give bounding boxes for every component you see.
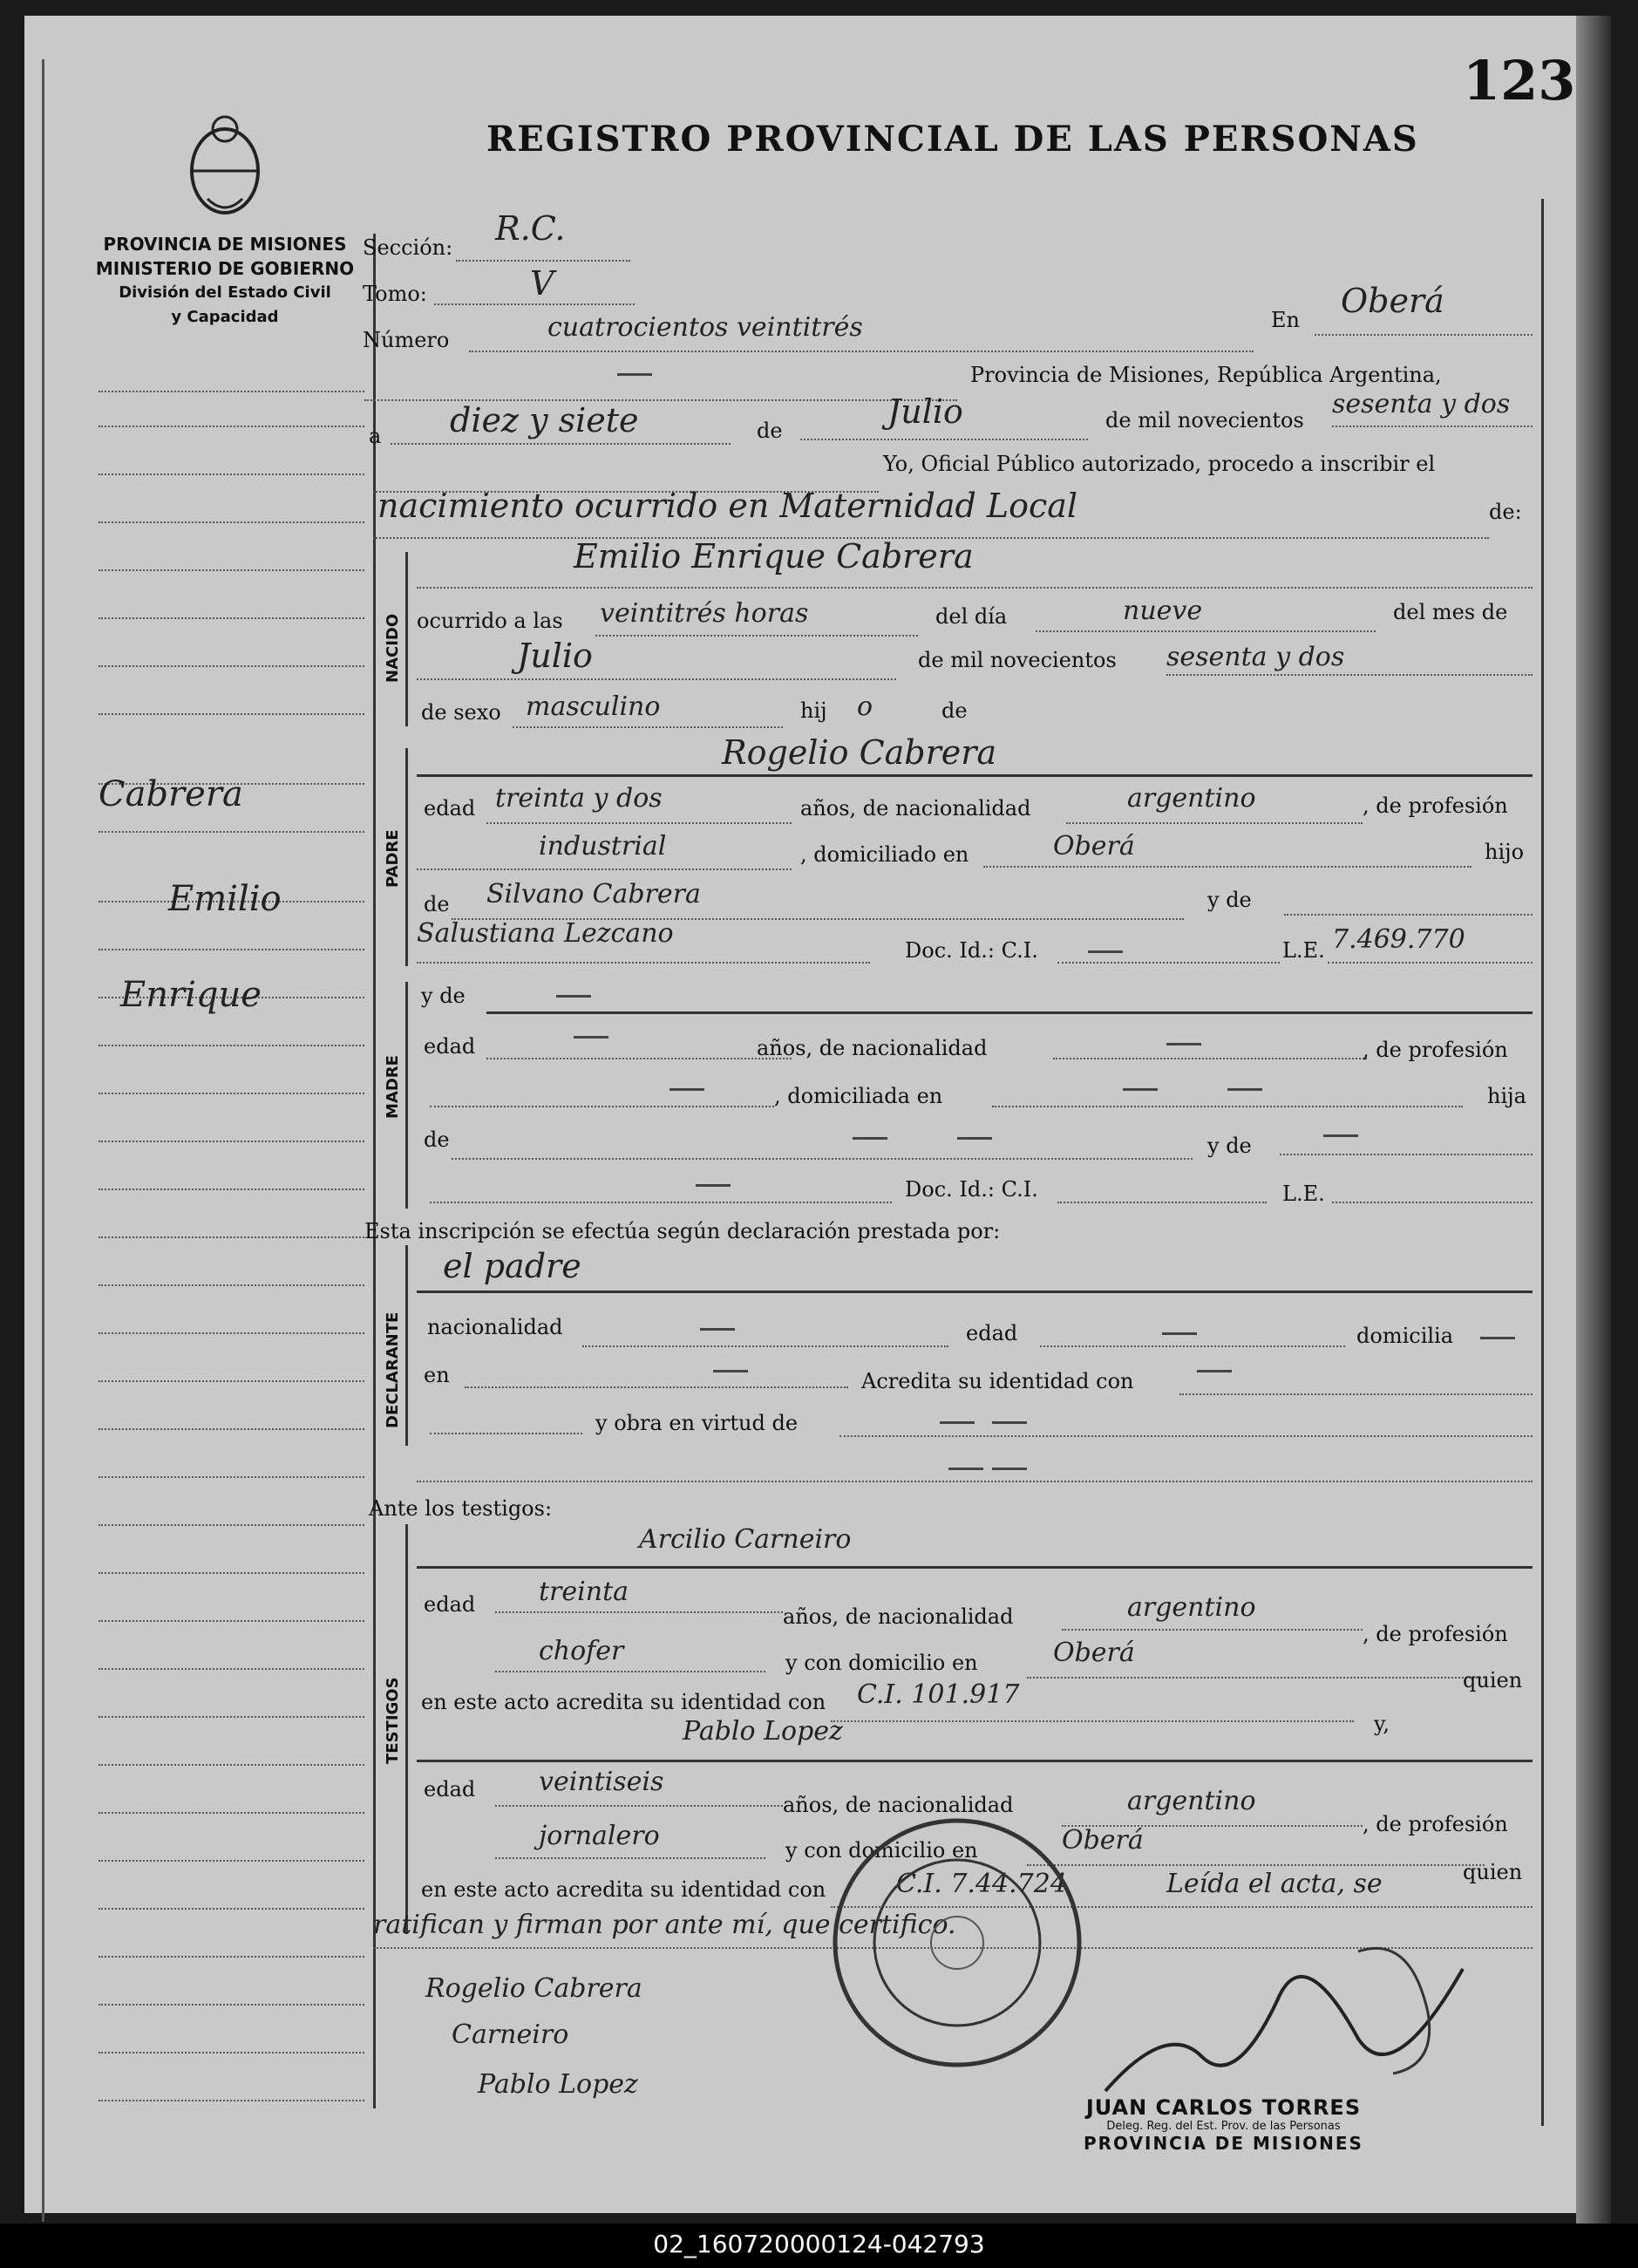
declarante-section: DECLARANTE (384, 1311, 402, 1428)
declarante-obra-line (839, 1435, 1533, 1437)
right-border (1541, 199, 1544, 2126)
padre-le-label: L.E. (1282, 938, 1325, 963)
madre-doc-label: Doc. Id.: C.I. (905, 1177, 1038, 1202)
blank-dash (1323, 1134, 1358, 1137)
testigo1-name-line (417, 1566, 1533, 1569)
margin-line (99, 1284, 364, 1286)
t2-quien-label: quien (1463, 1860, 1523, 1884)
hijo-label: hijo (1485, 840, 1525, 864)
t2-prof-line (495, 1857, 765, 1859)
blank-dash (1088, 950, 1123, 953)
declarante-name: el padre (443, 1247, 581, 1285)
margin-divider (373, 234, 376, 2108)
provincia-text: Provincia de Misiones, República Argentina, (970, 363, 1442, 387)
blank-dash (1123, 1088, 1158, 1091)
t2-dom-line (1027, 1864, 1485, 1866)
de-label: de (757, 419, 783, 443)
margin-line (99, 391, 364, 392)
tomo-value: V (530, 264, 554, 303)
mes-nacido-value: Julio (517, 637, 593, 675)
margin-line (99, 831, 364, 833)
margin-line (99, 521, 364, 523)
blank-dash (556, 995, 591, 998)
padre-profesion: industrial (539, 831, 667, 862)
testigos-section: TESTIGOS (384, 1677, 402, 1764)
madre-section: MADRE (384, 1055, 402, 1119)
blank-dash (713, 1370, 748, 1372)
declarante-edad-label: edad (966, 1321, 1018, 1345)
padre-edad-value: treinta y dos (495, 783, 663, 814)
padre-le-value: 7.469.770 (1332, 924, 1465, 955)
margin-line (99, 569, 364, 571)
del-dia-label: del día (935, 604, 1008, 629)
sexo-label: de sexo (421, 700, 501, 725)
lugar-value: Oberá (1341, 282, 1444, 320)
margin-line (99, 1476, 364, 1478)
margin-line (99, 1188, 364, 1190)
t1-doc-line (831, 1720, 1354, 1722)
margin-line (99, 1093, 364, 1094)
declarante-acredita-line (1179, 1393, 1533, 1395)
madre-doc-line (1057, 1202, 1267, 1203)
margin-line (99, 1236, 364, 1238)
declarante-en-label: en (424, 1363, 450, 1387)
blank-dash (696, 1184, 731, 1187)
margin-line (99, 665, 364, 667)
margin-line (99, 2004, 364, 2006)
blank-dash (1166, 1043, 1201, 1045)
blank-dash (1480, 1337, 1515, 1339)
t1-profesion: chofer (539, 1636, 624, 1666)
madre-nac-label: años, de nacionalidad (757, 1036, 988, 1060)
nacido-de-label: de (941, 698, 968, 723)
page-title: REGISTRO PROVINCIAL DE LAS PERSONAS (486, 119, 1419, 160)
page-number: 123 (1463, 49, 1576, 112)
official-block (1084, 2095, 1363, 2154)
testigo2-name: Pablo Lopez (683, 1716, 843, 1747)
t1-doc-value: C.I. 101.917 (857, 1679, 1020, 1710)
madre-prof-label: , de profesión (1363, 1038, 1508, 1062)
t1-edad-label: edad (424, 1592, 476, 1617)
madre-bar (405, 982, 408, 1209)
blank-dash (992, 1421, 1027, 1424)
ministry-name: MINISTERIO DE GOBIERNO (95, 258, 355, 279)
padre-prof-line (417, 868, 792, 870)
margin-line (99, 1668, 364, 1670)
t2-edad-label: edad (424, 1777, 476, 1801)
declarante-bar (405, 1245, 408, 1446)
hora-value: veintitrés horas (600, 598, 809, 629)
seccion-value: R.C. (495, 209, 566, 248)
margin-line (99, 713, 364, 715)
anio-nacido-value: sesenta y dos (1166, 642, 1345, 672)
declarante-obra-label: y obra en virtud de (595, 1411, 799, 1435)
blank-dash (617, 373, 652, 376)
blank-dash (853, 1137, 887, 1140)
declarante-nac-label: nacionalidad (427, 1315, 563, 1339)
margin-line (99, 1428, 364, 1430)
declarante-dom-label: domicilia (1356, 1324, 1454, 1348)
hora-line (595, 635, 918, 637)
declarante-pre-obra-line (430, 1433, 582, 1434)
t1-domicilio: Oberá (1053, 1638, 1135, 1668)
nacido-bar (405, 552, 408, 726)
t2-acredita-label: en este acto acredita su identidad con (421, 1877, 826, 1902)
anio-value: sesenta y dos (1332, 389, 1511, 419)
t1-nacionalidad: argentino (1127, 1592, 1256, 1623)
t2-nacionalidad: argentino (1127, 1786, 1256, 1816)
del-mes-label: del mes de (1393, 600, 1508, 624)
t1-nac-line (1062, 1629, 1363, 1631)
margin-line (99, 2100, 364, 2101)
madre-le-line (1332, 1202, 1533, 1203)
t2-nac-label: años, de nacionalidad (783, 1793, 1014, 1817)
margin-second-name: Enrique (120, 975, 262, 1015)
padre-dom-label: , domiciliado en (800, 842, 969, 867)
madre-edad-label: edad (424, 1034, 476, 1059)
t1-prof-label: , de profesión (1363, 1622, 1508, 1646)
binding-line (42, 59, 44, 2222)
t1-y-label: y, (1374, 1712, 1390, 1736)
hija-label: hija (1487, 1084, 1526, 1108)
blank-dash (940, 1421, 975, 1424)
t2-edad-line (495, 1805, 783, 1807)
declarante-en-line (465, 1386, 848, 1388)
madre-de-label: de (424, 1127, 450, 1152)
dia-value: diez y siete (450, 401, 639, 439)
hecho-value: nacimiento ocurrido en Maternidad Local (377, 487, 1078, 525)
t2-edad-value: veintiseis (539, 1767, 664, 1797)
margin-line (99, 473, 364, 475)
margin-line (99, 1812, 364, 1814)
padre-edad-label: edad (424, 796, 476, 821)
padre-de-label: de (424, 892, 450, 916)
blank-dash (669, 1088, 704, 1091)
margin-line (99, 1045, 364, 1046)
padre-bar (405, 748, 408, 966)
testigos-bar (405, 1524, 408, 1934)
padre-nacionalidad: argentino (1127, 783, 1256, 814)
en-label: En (1271, 308, 1300, 332)
t2-domicilio: Oberá (1062, 1825, 1144, 1856)
blank-dash (574, 1036, 608, 1039)
official-province: PROVINCIA DE MISIONES (1084, 2133, 1363, 2154)
anio-nacido-line (1166, 674, 1533, 676)
blank-dash (1162, 1332, 1197, 1335)
declarante-edad-line (1040, 1345, 1345, 1347)
declaracion-text: Esta inscripción se efectúa según declaración prestada por: (364, 1219, 1001, 1243)
padre-domicilio: Oberá (1053, 831, 1135, 862)
anio-line (1332, 426, 1533, 427)
dia-nacido-value: nueve (1123, 596, 1203, 626)
abuelo-paterno: Silvano Cabrera (486, 879, 701, 909)
testigos-ante-label: Ante los testigos: (369, 1496, 553, 1521)
official-role: Deleg. Reg. del Est. Prov. de las Personas (1106, 2120, 1341, 2133)
margin-line (99, 1764, 364, 1766)
madre-edad-line (486, 1058, 792, 1059)
signature-padre: Rogelio Cabrera (425, 1973, 642, 2004)
madre-doc-pre-line (430, 1202, 892, 1203)
blank-dash (992, 1468, 1027, 1470)
margin-line (99, 1141, 364, 1142)
madre-y-de-line (1280, 1154, 1533, 1155)
declarante-acredita-label: Acredita su identidad con (861, 1369, 1134, 1393)
blank-dash (948, 1468, 983, 1470)
declarante-name-line (417, 1291, 1533, 1293)
division-name: División del Estado Civil (119, 283, 331, 302)
nacido-name-line (417, 587, 1533, 589)
madre-y-de2-label: y de (1207, 1134, 1252, 1158)
testigo1-name: Arcilio Carneiro (639, 1524, 852, 1555)
t1-nac-label: años, de nacionalidad (783, 1604, 1014, 1629)
a-label: a (369, 424, 382, 448)
t2-prof-label: , de profesión (1363, 1812, 1508, 1836)
image-id-footer: 02_160720000124-042793 (0, 2224, 1638, 2268)
margin-line (99, 1380, 364, 1382)
margin-line (99, 1524, 364, 1526)
coat-of-arms-icon (181, 103, 268, 225)
t1-edad-value: treinta (539, 1577, 629, 1607)
margin-line (99, 1860, 364, 1862)
margin-line (99, 1332, 364, 1334)
numero-value: cuatrocientos veintitrés (547, 312, 863, 343)
tomo-line (434, 303, 635, 305)
padre-y-de-label: y de (1207, 888, 1252, 912)
division-name-2: y Capacidad (171, 308, 279, 326)
madre-dom-line (992, 1106, 1463, 1107)
lugar-line (1315, 334, 1533, 336)
official-name: JUAN CARLOS TORRES (1085, 2095, 1362, 2120)
official-signature-icon (1097, 1917, 1489, 2108)
blank-dash (1197, 1370, 1232, 1372)
padre-name: Rogelio Cabrera (722, 733, 997, 772)
abuela-paterna: Salustiana Lezcano (417, 918, 674, 949)
t1-quien-label: quien (1463, 1668, 1523, 1692)
blank-dash (700, 1328, 735, 1331)
t2-profesion: jornalero (539, 1821, 660, 1851)
hij-value: o (857, 691, 873, 722)
margin-line (99, 949, 364, 950)
province-name: PROVINCIA DE MISIONES (103, 234, 347, 255)
madre-dom-label: , domiciliada en (774, 1084, 943, 1108)
abuela-cont-line (417, 962, 870, 964)
yo-text: Yo, Oficial Público autorizado, procedo a inscribir el (883, 452, 1436, 476)
t1-prof-line (495, 1671, 765, 1672)
declarante-extra-line (417, 1481, 1533, 1482)
padre-doc-line (1057, 962, 1280, 964)
padre-section: PADRE (384, 829, 402, 888)
ocurrido-label: ocurrido a las (417, 609, 563, 633)
sexo-line (513, 726, 783, 728)
blank-dash (1227, 1088, 1262, 1091)
madre-name-line (486, 1011, 1533, 1014)
madre-de-line (452, 1158, 1193, 1160)
t2-dom-label: y con domicilio en (785, 1838, 978, 1863)
padre-nac-label: años, de nacionalidad (800, 796, 1031, 821)
madre-prof-line (430, 1106, 774, 1107)
issuer-block (94, 232, 356, 330)
margin-given-name: Emilio (168, 879, 282, 919)
dia-nacido-line (1036, 630, 1376, 632)
madre-nac-line (1053, 1058, 1367, 1059)
numero-label: Número (363, 328, 450, 352)
margin-line (99, 2052, 364, 2053)
t1-edad-line (495, 1611, 783, 1613)
padre-name-line (417, 774, 1533, 777)
abuela-line (1284, 914, 1533, 916)
margin-line (99, 1956, 364, 1958)
numero-line (469, 351, 1254, 352)
mes-value: Julio (887, 392, 963, 431)
sexo-value: masculino (526, 691, 661, 722)
t1-dom-line (1027, 1677, 1485, 1679)
nacido-section: NACIDO (384, 613, 402, 683)
nacido-name: Emilio Enrique Cabrera (574, 537, 974, 576)
padre-le-line (1328, 962, 1533, 964)
blank-dash (957, 1137, 992, 1140)
signature-testigo1: Carneiro (452, 2019, 569, 2050)
seccion-line (456, 260, 630, 262)
madre-y-de-label: y de (421, 984, 466, 1008)
padre-nac-line (1066, 822, 1363, 824)
testigo2-name-line (417, 1760, 1533, 1762)
book-spine (1576, 16, 1611, 2248)
t1-acredita-label: en este acto acredita su identidad con (421, 1690, 826, 1714)
leida-text: Leída el acta, se (1166, 1869, 1383, 1899)
official-stamp-icon (826, 1812, 1088, 2074)
madre-le-label: L.E. (1282, 1182, 1325, 1206)
padre-dom-line (983, 866, 1471, 868)
mes-nacido-line (417, 678, 896, 680)
tomo-label: Tomo: (363, 282, 427, 306)
mes-line (800, 439, 1088, 440)
margin-line (99, 1572, 364, 1574)
padre-prof-label: , de profesión (1363, 793, 1508, 818)
declarante-nac-line (582, 1345, 948, 1347)
margin-surname: Cabrera (99, 774, 243, 814)
dia-line (391, 443, 731, 445)
t1-dom-label: y con domicilio en (785, 1651, 978, 1675)
margin-line (99, 1716, 364, 1718)
signature-testigo2: Pablo Lopez (478, 2069, 638, 2100)
t2-doc-value: C.I. 7.44.724 (896, 1869, 1067, 1899)
ratifican-text: ratifican y firman por ante mí, que certifico. (373, 1910, 956, 1940)
anio-label: de mil novecientos (1105, 408, 1304, 432)
padre-edad-line (486, 822, 792, 824)
margin-line (99, 426, 364, 427)
padre-doc-label: Doc. Id.: C.I. (905, 938, 1038, 963)
certificate-page (24, 16, 1611, 2213)
margin-line (99, 1620, 364, 1622)
seccion-label: Sección: (363, 235, 453, 260)
margin-line (99, 1908, 364, 1910)
de2-label: de: (1489, 500, 1522, 524)
anio-nacido-label: de mil novecientos (918, 648, 1117, 672)
hij-label: hij (800, 698, 827, 723)
margin-line (99, 617, 364, 619)
